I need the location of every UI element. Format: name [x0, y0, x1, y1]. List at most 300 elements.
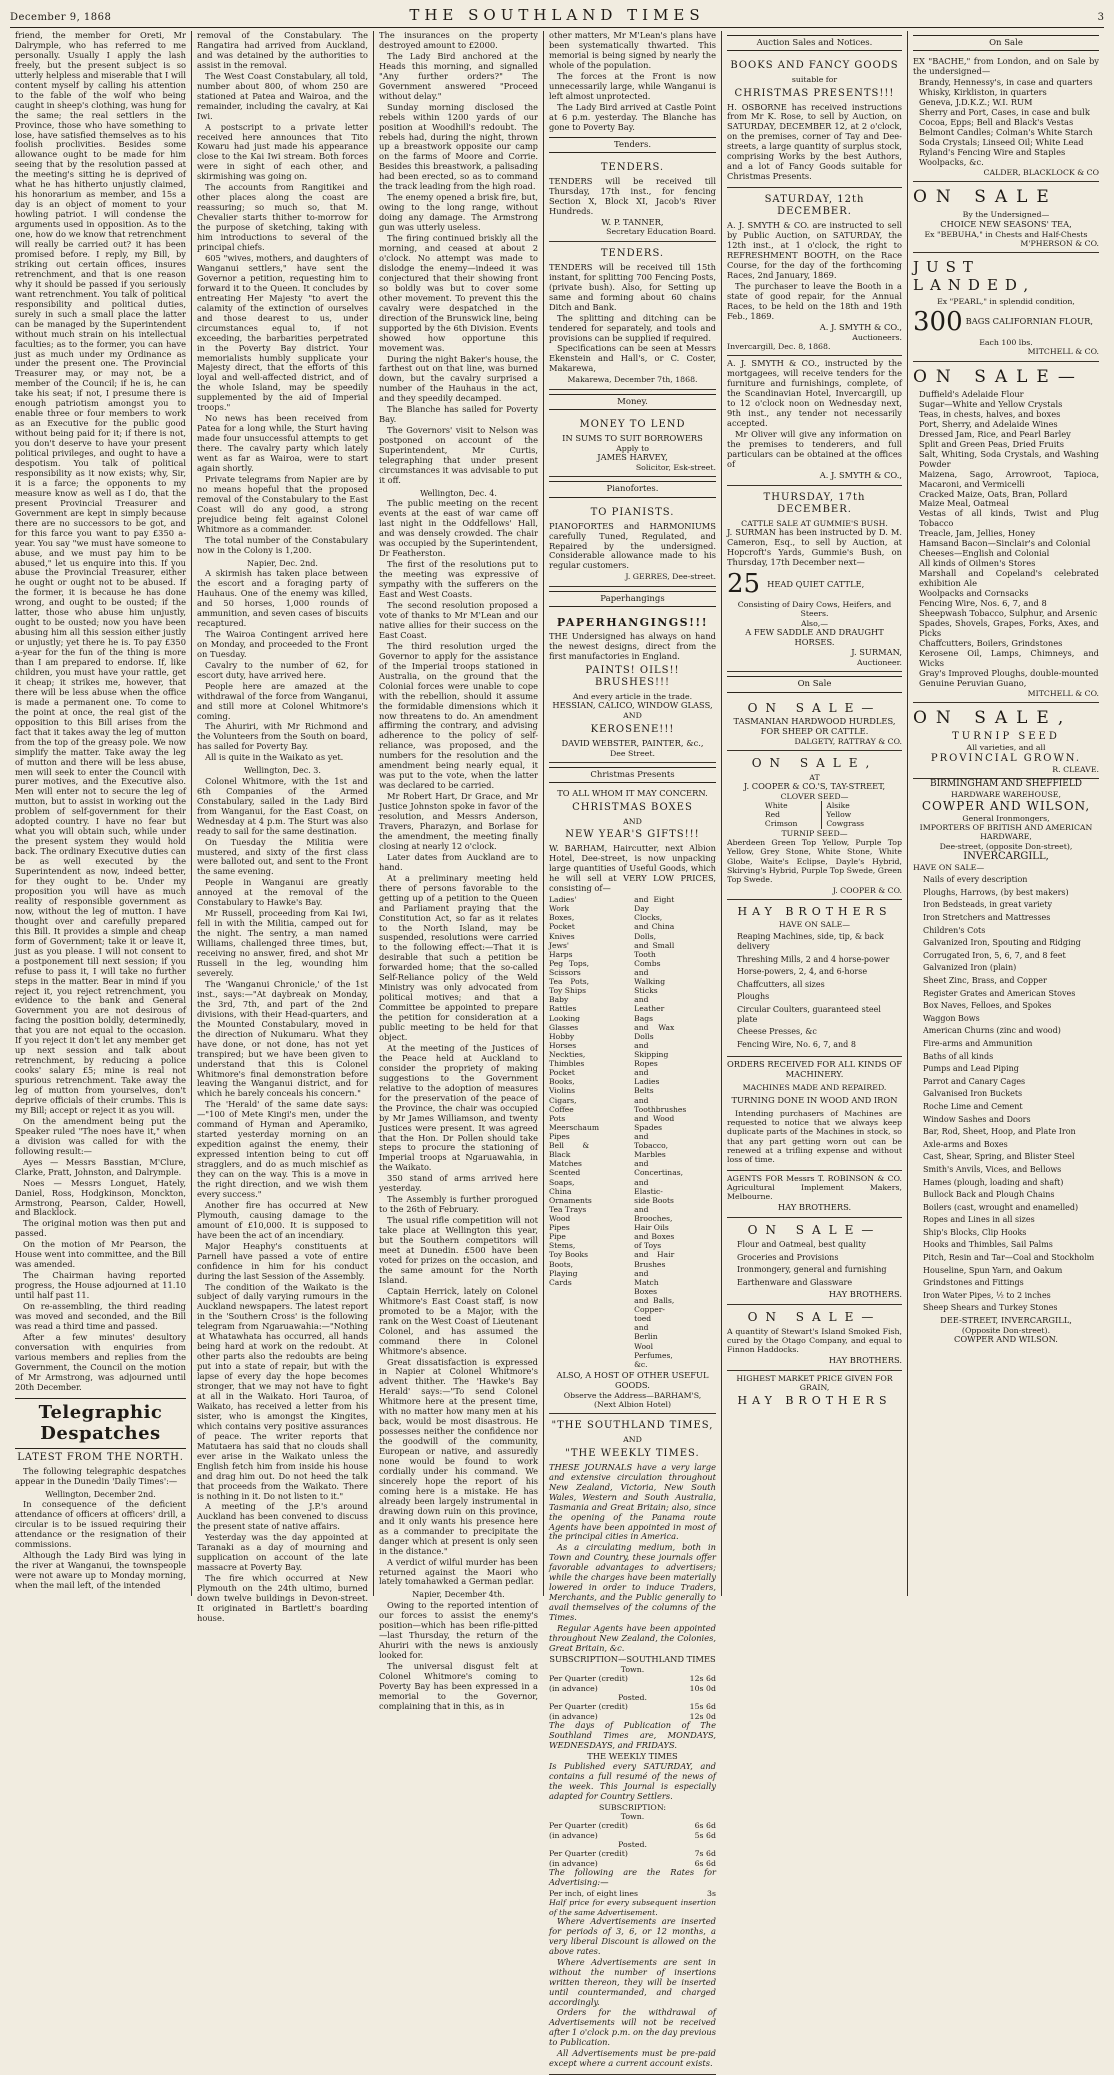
article-paragraph: The usual rifle competition will not take place at Wellington this year, but the Southern competitors will meet at Dunedin. £500 have been voted for prizes on the occasion, and the same amount for the North Island.	[379, 1215, 538, 1285]
provision-item: Cracked Maize, Oats, Bran, Pollard	[919, 488, 1068, 499]
mortgage-ad	[727, 356, 902, 485]
rate-row	[549, 1849, 716, 1858]
article-paragraph: The Wairoa Contingent arrived here on Monday, and proceeded to the Front on Tuesday.	[197, 628, 368, 659]
grocery-item: Flour and Oatmeal, best quality	[737, 1240, 866, 1250]
rate-label: (in advance)	[549, 1711, 598, 1721]
ad-line: Also,—	[800, 618, 829, 628]
article-paragraph: Captain Herrick, lately on Colonel Whitmore's East Coast staff, is now promoted to be a Major, with the rank on the West Coast of Lieutenant Colonel, and has assumed the command there in Colonel Whitmore's absence.	[379, 1285, 538, 1356]
ad-title: MONEY TO LEND	[579, 418, 686, 430]
spirits-item: Brandy, Hennessy's, in case and quarters	[919, 77, 1093, 88]
clover-item: White	[764, 801, 788, 811]
ad-line: HARDWARE,	[980, 832, 1032, 842]
goods-item: Bell & Black Matches	[549, 1141, 590, 1169]
provision-item: Marshall and Copeland's celebrated exhibition Ale	[919, 568, 1099, 589]
machinery-item: Horse-powers, 2, 4, and 6-horse	[737, 967, 868, 977]
christmas-ad	[549, 786, 716, 1414]
ad-signature: MITCHELL & CO.	[1027, 347, 1099, 357]
section-header-money: Money.	[549, 394, 716, 410]
article-paragraph: 605 "wives, mothers, and daughters of Wanganui settlers," have sent the Governor a petition, requesting him to forward it to the Queen. It concludes by entreating Her Majesty "to avert the calamity of the extinction of ourselves and those dearest to us, under circumstances equal to, if not exceeding, the barbarities perpetrated in the Poverty Bay district. Your memorialists humbly supplicate your Majesty direct, that the efforts of this loyal and well-affected district, and of the whole Island, may be speedily supplemented by the aid of Imperial troops."	[197, 252, 368, 413]
ad-signature: A. J. SMYTH & CO.,	[819, 469, 902, 480]
article-paragraph: Cavalry to the number of 62, for escort duty, have arrived here.	[197, 659, 368, 680]
section-header-onsale: On Sale	[913, 35, 1099, 51]
rate-row	[549, 1684, 716, 1693]
article-paragraph: All is quite in the Waikato as yet.	[205, 752, 344, 763]
goods-item: Pipe Stems, Toy Books	[549, 1232, 588, 1260]
rate-row	[549, 1821, 716, 1830]
ad-body: J. SURMAN has been instructed by D. M. Cameron, Esq., to sell by Auction, at Hopcroft's Yards, Gummie's Bush, on Thursday, 17th December next—	[727, 527, 902, 567]
rate-value: 5s 6d	[694, 1830, 716, 1840]
provision-item: Duffield's Adelaide Flour	[919, 389, 1024, 399]
ad-title: BOOKS AND FANCY GOODS	[730, 60, 899, 72]
section-header-auction: Auction Sales and Notices.	[727, 35, 902, 51]
column-2	[192, 30, 374, 1623]
ad-role: Solicitor, Esk-street.	[635, 463, 716, 473]
ad-line: BAGS CALIFORNIAN FLOUR,	[965, 316, 1093, 327]
ad-body: The days of Publication of The Southland Times are, MONDAYS, WEDNESDAYS, and FRIDAYS.	[549, 1719, 716, 1750]
article-paragraph: Another fire has occurred at New Plymouth, causing damage to the amount of £10,000. It is supposed to have been the act of an incendiary.	[197, 1199, 368, 1240]
ad-line: HESSIAN, CALICO, WINDOW GLASS,	[552, 700, 713, 711]
ad-signature: J. GERRES, Dee-street.	[625, 572, 716, 582]
paperhangings-ad	[549, 610, 716, 763]
rate-label: Half price for every subsequent insertion of the same Advertisement.	[549, 1898, 716, 1917]
ad-body: W. BARHAM, Haircutter, next Albion Hotel, Dee-street, is now unpacking large quantities of Useful Goods, which he will sell at VERY LOW PRICES, consisting of—	[549, 843, 716, 894]
article-paragraph: Later dates from Auckland are to hand.	[379, 851, 538, 872]
ad-line: HARDWARE WAREHOUSE,	[951, 789, 1061, 799]
hardware-item: Ropes and Lines in all sizes	[923, 1215, 1035, 1225]
column-1	[10, 31, 192, 1596]
article-paragraph: On Tuesday the Militia were mustered, and sixty of the first class were balloted out, and sent to the Front the same evening.	[197, 836, 368, 877]
hardware-item: Iron Bedsteads, in great variety	[923, 900, 1052, 910]
clover-item: Red	[764, 810, 780, 820]
goods-item: Meerschaum Pipes	[549, 1122, 600, 1141]
provision-item: Chaffcutters, Boilers, Grindstones	[919, 637, 1063, 648]
article-paragraph: The insurances on the property destroyed amount to £2000.	[379, 30, 538, 50]
goods-item: Perfumes, &c.	[634, 1350, 673, 1369]
ad-line: General Ironmongers,	[962, 813, 1050, 823]
tea-ad	[913, 182, 1099, 253]
goods-list	[549, 895, 716, 1369]
ad-title: ON SALE	[913, 187, 1058, 208]
ad-line: And every article in the trade.	[572, 691, 693, 701]
booth-ad	[727, 188, 902, 356]
provision-item: All kinds of Oilmen's Stores	[919, 558, 1036, 569]
ad-line: Observe the Address—BARHAM'S,	[563, 1390, 702, 1400]
article-paragraph: At a preliminary meeting held there of persons favorable to the getting up of a petition to the Queen and Parliament praying that the Constitution Act, so far as it relates to the North Island, may be suspended, resolutions were carried to the following effect:—That it is desirable that such a petition be forwarded home; that the so-called Self-Reliance policy of the Weld Ministry was only advocated from political motives; and that a Committee be appointed to prepare the petition for consideration at a public meeting to be held for that object.	[379, 872, 538, 1042]
ad-role: Secretary Education Board.	[606, 227, 716, 237]
hardware-item: Children's Cots	[923, 925, 986, 935]
ad-title: HAY BROTHERS	[737, 1394, 892, 1408]
rate-value: 3s	[707, 1888, 716, 1898]
rate-value: 12s 0d	[689, 1711, 716, 1721]
article-paragraph: Noes — Messrs Longuet, Hately, Daniel, Ross, Hodgkinson, Monckton, Armstrong, Pearson, Calder, Howell, and Blacklock.	[15, 1177, 186, 1218]
article-paragraph: Owing to the reported intention of our forces to assist the enemy's position—which has been rifle-pitted—last Thursday, the return of the Ahuriri with the news is anxiously looked for.	[379, 1600, 538, 1660]
page-number: 3	[1097, 12, 1104, 23]
article-paragraph: The total number of the Constabulary now in the Colony is 1,200.	[197, 534, 368, 555]
ad-body: A. J. SMYTH & CO. are instructed to sell by Public Auction, on SATURDAY, the 12th inst., at 1 o'clock, the right to REFRESHMENT BOOTH, on the Race Course, for the day of the forthcoming Races, 2nd January, 1869.	[727, 220, 902, 280]
goods-item: Looking Glasses	[549, 1013, 580, 1032]
provision-item: Teas, in chests, halves, and boxes	[919, 408, 1061, 419]
article-paragraph: The original motion was then put and passed.	[15, 1218, 186, 1239]
spirits-item: Belmont Candles; Colman's White Starch	[919, 126, 1093, 137]
ad-date: Invercargill, Dec. 8, 1868.	[727, 341, 831, 351]
rate-value: 10s 0d	[689, 1683, 716, 1693]
provision-item: Cheeses—English and Colonial	[919, 548, 1050, 559]
article-paragraph: The universal disgust felt at Colonel Whitmore's coming to Poverty Bay has been expressed in a memorial to the Governor, complaining that in this, as in	[379, 1660, 538, 1711]
dateline: Wellington, Dec. 4.	[420, 488, 497, 498]
masthead	[10, 6, 1104, 28]
ad-signature: HAY BROTHERS.	[777, 1201, 852, 1212]
ad-signature: A. J. SMYTH & CO.,	[819, 321, 902, 332]
goods-item: and Berlin Wool	[634, 1323, 658, 1351]
ad-title: ON SALE,	[751, 756, 878, 771]
ad-body: Regular Agents have been appointed throughout New Zealand, the Colonies, Great Britain, &c.	[549, 1623, 716, 1653]
rate-label: Per Quarter (credit)	[549, 1702, 628, 1712]
provision-item: Dressed Jam, Rice, and Pearl Barley	[919, 428, 1071, 439]
grocery-item: Groceries and Provisions	[737, 1252, 839, 1262]
ad-role: Auctioneer.	[857, 658, 902, 667]
ad-body: TENDERS will be received till Thursday, 17th inst., for fencing Section X, Block XI, Jacob's River Hundreds.	[549, 175, 716, 216]
goods-item: and Brooches, Hair Oils	[634, 1204, 673, 1233]
subscription-subhead: Town.	[620, 1811, 645, 1821]
article-paragraph: Great dissatisfaction is expressed in Napier at Colonel Whitmore's advent thither. The 'Hawke's Bay Herald' says:—"To send Colonel Whitmore here at the present time, with no matter how many men at his back, would be most disastrous. He possesses neither the confidence nor the goodwill of the community, European or native, and assuredly none would be found to work cordially under his command. We sincerely hope the report of his coming here is a mistake. He has already been largely instrumental in drawing down ruin on this province, and it only wants his presence here as a commander to precipitate the danger which at present is only seen in the distance."	[379, 1356, 538, 1556]
ad-title: ON SALE—	[747, 1222, 882, 1237]
ad-body: THE Undersigned has always on hand the newest designs, direct from the first manufactories in England.	[549, 631, 716, 662]
spirits-item: Woolpacks, &c.	[919, 156, 984, 167]
goods-item: Pocket Knives	[549, 922, 575, 941]
section-header-paperhangings: Paperhangings	[549, 591, 716, 607]
rate-row	[549, 1831, 716, 1840]
goods-list-left	[549, 895, 631, 1369]
ad-line: Ex "BEBUHA," in Chests and Half-Chests	[924, 229, 1088, 239]
goods-item: Baby Rattles	[549, 995, 577, 1014]
ad-signature: JAMES HARVEY,	[597, 452, 668, 463]
ad-title: TENDERS.	[600, 161, 665, 173]
dateline: Napier, December 4th.	[412, 1590, 505, 1600]
spirits-item: Whisky, Kirkliston, in quarters	[919, 87, 1047, 98]
ad-title: TENDERS.	[600, 247, 665, 259]
ad-title: "THE SOUTHLAND TIMES,	[551, 1420, 714, 1432]
ad-line: AND	[623, 817, 642, 827]
hardware-item: Hames (plough, loading and shaft)	[923, 1177, 1064, 1187]
ad-line: BIRMINGHAM AND SHEFFIELD	[929, 779, 1083, 790]
ad-body: The splitting and ditching can be tendered for separately, and tools and provisions can be supplied if required.	[549, 312, 716, 343]
dateline: Napier, Dec. 2nd.	[247, 558, 318, 568]
article-paragraph: The 'Herald' of the same date says:—"100 of Mete Kingi's men, under the command of Hyman and Aperamiko, started yesterday morning on an expedition against the enemy, their expressed intention being to cut off stragglers, and do as much mischief as they can on the way. This is a move in the right direction, and we wish them every success."	[197, 1099, 368, 1199]
article-paragraph: The public meeting on the recent events at the east of war came off last night in the Oddfellows' Hall, and was densely crowded. The chair was occupied by the Superintendent, Dr Featherston.	[379, 498, 538, 559]
hardware-item: Hooks and Thimbles, Sail Palms	[923, 1240, 1053, 1250]
rate-label: (in advance)	[549, 1858, 598, 1868]
spirits-item: Sherry and Port, Cases, in case and bulk	[919, 106, 1090, 117]
goods-item: Wood Pipes	[549, 1213, 571, 1233]
provision-item: Spades, Shovels, Grapes, Forks, Axes, and Picks	[919, 617, 1099, 638]
hardware-item: Galvanised Iron Buckets	[923, 1089, 1023, 1099]
article-paragraph: removal of the Constabulary. The Rangatira had arrived from Auckland, and was detained by the authorities to assist in the removal.	[197, 30, 368, 70]
article-paragraph: other matters, Mr M'Lean's plans have been systematically thwarted. This memorial is being signed by nearly the whole of the population.	[549, 30, 716, 70]
article-paragraph: A postscript to a private letter received here announces that Tito Kowaru had just made his appearance close to the Kai Iwi stream. Both forces were in sight of each other, and skirmishing was going on.	[197, 121, 368, 182]
hardware-item: Baths of all kinds	[923, 1051, 994, 1061]
ad-signature: DALGETY, RATTRAY & CO.	[794, 736, 902, 746]
ad-title: JUST LANDED,	[913, 258, 1036, 295]
goods-item: and Match Boxes	[634, 1268, 659, 1296]
ad-line: ALSO, A HOST OF OTHER USEFUL GOODS.	[556, 1369, 709, 1390]
article-paragraph: Although the Lady Bird was lying in the river at Wanganui, the townspeople were not aware up to Monday morning, when the mail left, of the intended	[15, 1550, 186, 1590]
provision-item: Vestas of all kinds, Twist and Plug Tobacco	[919, 508, 1099, 529]
ad-body: Is Published every SATURDAY, and contains a full resumé of the news of the week. This Journal is especially adapted for Country Settlers.	[549, 1760, 716, 1801]
subscription-head: SUBSCRIPTION:	[599, 1802, 666, 1812]
hardware-item: Sheet Zinc, Brass, and Copper	[923, 976, 1047, 986]
goods-item: Scented Soaps,	[549, 1168, 581, 1187]
dateline: Wellington, Dec. 3.	[244, 766, 321, 776]
ad-line: suitable for	[791, 75, 838, 85]
goods-item: and Hair Brushes	[634, 1250, 675, 1269]
ad-signature: MITCHELL & CO.	[1027, 688, 1099, 698]
ad-title: ON SALE—	[747, 1310, 882, 1325]
ad-line: Dee-street, (opposite Don-street),	[939, 841, 1073, 851]
rate-label: (in advance)	[549, 1683, 598, 1693]
ad-body: THESE JOURNALS have a very large and extensive circulation throughout New Zealand, Victoria, New South Wales, Western and South Australia, Tasmania and Great Britain; also, since the opening of the Panama route Agents have been appointed in most of the principal cities in America.	[549, 1461, 716, 1542]
hardware-item: American Churns (zinc and wood)	[923, 1026, 1061, 1036]
article-paragraph: Major Heaphy's constituents at Parnell have passed a vote of entire confidence in him for his conduct during the last Session of the Assembly.	[197, 1240, 368, 1281]
article-paragraph: People here are amazed at the withdrawal of the force from Wanganui, and still more at Colonel Whitmore's coming.	[197, 680, 368, 721]
ad-line: A FEW SADDLE AND DRAUGHT HORSES.	[745, 627, 884, 648]
cattle-count-row	[727, 569, 902, 600]
article-paragraph: The third resolution urged the Governor to apply for the assistance of the Imperial troops stationed in Australia, on the ground that the Colonial forces were unable to cope with the rebellion, should it assume the formidable dimensions which it now threatens to do. An amendment affirming the contrary, and advising adherence to the policy of self-reliance, was proposed, and the numbers for the resolution and the amendment being nearly equal, it was put to the vote, when the latter was declared to be carried.	[379, 640, 538, 791]
goods-item: and Small Tooth Combs	[634, 940, 675, 968]
ad-body: All Advertisements must be pre-paid except where a current account exists.	[549, 2048, 716, 2069]
goods-item: and Toothbrushes	[634, 1095, 687, 1114]
hardware-item: Iron Stretchers and Mattresses	[923, 913, 1051, 923]
rate-label: Per Quarter (credit)	[549, 1674, 628, 1684]
article-paragraph: Private telegrams from Napier are by no means hopeful that the proposed removal of the Constabulary to the East Coast will do any good, a strong prejudice being felt against Colonel Whitmore as a commander.	[197, 473, 368, 534]
ad-signature: W. P. TANNER,	[601, 216, 664, 227]
ad-line: By the Undersigned—	[962, 210, 1050, 220]
article-paragraph: A skirmish has taken place between the escort and a foraging party of Hauhaus. One of the enemy was killed, and 50 horses, 1,000 rounds of ammunition, and seven cases of biscuits recaptured.	[197, 568, 368, 628]
tender-ad-posts	[549, 242, 716, 390]
spirits-item: Ryland's Fencing Wire and Staples	[919, 146, 1066, 157]
article-paragraph: Mr Russell, proceeding from Kai Iwi, fell in with the Militia, camped out for the night. The sentry, a man named Williams, challenged three times, but, receiving no answer, fired, and shot Mr Russell in the leg, wounding him severely.	[197, 908, 368, 978]
ad-subtitle: CATTLE SALE AT GUMMIE'S BUSH.	[741, 518, 888, 528]
ad-title: HAY BROTHERS	[737, 904, 892, 918]
clover-item: Alsike	[826, 801, 850, 811]
ad-body: A quantity of Stewart's Island Smoked Fish, cured by the Otago Company, and equal to Finnon Haddocks.	[727, 1326, 902, 1355]
article-paragraph: Colonel Whitmore, with the 1st and 6th Companies of the Armed Constabulary, sailed in the Lady Bird from Wanganui, for the East Coast, on Wednesday at 4 p.m. The Sturt was also ready to sail for the same destination.	[197, 775, 368, 836]
ad-line: HAVE ON SALE—	[778, 920, 851, 930]
hardware-item: Ploughs, Harrows, (by best makers)	[923, 887, 1069, 897]
column-5	[722, 31, 908, 1596]
ad-line: INVERCARGILL,	[963, 850, 1049, 862]
goods-item: Peg Tops, Scissors	[549, 958, 590, 978]
goods-item: Neckties, Thimbles	[549, 1050, 586, 1069]
article-paragraph: Ayes — Messrs Basstian, M'Clure, Clarke, Pratt, Johnston, and Dalrymple.	[15, 1156, 186, 1177]
rate-label: (in advance)	[549, 1830, 598, 1840]
ad-line: All varieties, and all	[966, 743, 1046, 753]
hardware-item: Iron Water Pipes, ½ to 2 inches	[923, 1290, 1051, 1300]
goods-item: Boots, Playing Cards	[549, 1259, 578, 1287]
ad-signature: R. CLEAVE.	[1052, 764, 1099, 774]
ad-body: AGENTS FOR Messrs T. ROBINSON & CO. Agricultural Implement Makers, Melbourne.	[727, 1173, 902, 1202]
rate-value: 6s 6d	[694, 1821, 716, 1831]
column-3	[374, 30, 544, 1711]
ad-line: Consisting of Dairy Cows, Heifers, and Steers.	[737, 600, 892, 619]
hurdles-ad	[727, 696, 902, 752]
clover-item: Crimson	[764, 819, 798, 829]
hardware-item: Nails of every description	[923, 875, 1028, 885]
clover-item: Cowgrass	[826, 819, 865, 829]
article-paragraph: Yesterday was the day appointed at Taranaki as a day of mourning and supplication on account of the late massacre at Poverty Bay.	[197, 1532, 368, 1573]
provision-item: Treacle, Jam, Jellies, Honey	[919, 528, 1036, 539]
article-paragraph: The first of the resolutions put to the meeting was expressive of sympathy with the sufferers on the East and West Coasts.	[379, 559, 538, 600]
tender-ad-fencing	[549, 156, 716, 242]
goods-item: and Wood Spades	[634, 1113, 675, 1132]
rate-value: 6s 6d	[694, 1858, 716, 1868]
ad-line: COWPER AND WILSON,	[921, 799, 1091, 814]
rate-value: 15s 6d	[689, 1702, 716, 1712]
ad-line: NEW YEAR'S GIFTS!!!	[565, 829, 700, 841]
hardware-item: Sheep Shears and Turkey Stones	[923, 1303, 1058, 1313]
ad-line: TO ALL WHOM IT MAY CONCERN.	[557, 788, 708, 799]
goods-item: China Ornaments	[549, 1186, 592, 1205]
flour-ad	[913, 253, 1099, 361]
provision-item: Maizena, Sago, Arrowroot, Tapioca, Macaroni, and Vermicelli	[919, 468, 1099, 489]
article-paragraph: The 'Wanganui Chronicle,' of the 1st inst., says:—"At daybreak on Monday, the 3rd, 7th, and part of the 2nd divisions, with their Head-quarters, and the Mounted Constabulary, moved in the direction of Nukumaru. What they have done, or not done, has not yet transpired; but we have been given to understand that this is Colonel Whitmore's final demonstration before leaving the Wanganui district, and for which he barely conceals his concern."	[197, 978, 368, 1099]
orders-ad	[727, 1057, 902, 1170]
article-paragraph: The second resolution proposed a vote of thanks to Mr M'Lean and our native allies for their success on the East Coast.	[379, 600, 538, 640]
ad-title: "THE WEEKLY TIMES.	[565, 1447, 700, 1459]
goods-item: Jews' Harps	[549, 940, 573, 959]
provision-item: Split and Green Peas, Dried Fruits	[919, 438, 1064, 449]
ad-line: HEAD QUIET CATTLE,	[767, 578, 865, 589]
provision-item: Sugar—White and Yellow Crystals	[919, 398, 1063, 409]
provision-item: Woolpacks and Cornsacks	[919, 588, 1029, 599]
provision-item: Fencing Wire, Nos. 6, 7, and 8	[919, 598, 1047, 609]
ad-subtitle: IN SUMS TO SUIT BORROWERS	[562, 432, 703, 443]
goods-list-right	[634, 895, 716, 1369]
spirits-item: Soda Crystals; Linseed Oil; White Lead	[919, 136, 1084, 147]
ad-body: Orders for the withdrawal of Advertisements will not be received after 1 o'clock p.m. on the day previous to Publication.	[549, 2007, 716, 2048]
goods-item: Pocket Books, Violins	[549, 1068, 575, 1096]
hardware-item: Corrugated Iron, 5, 6, 7, and 8 feet	[923, 950, 1066, 960]
ad-line: Each 100 lbs.	[979, 337, 1033, 347]
rate-value: 7s 6d	[694, 1849, 716, 1859]
subscription-head: SUBSCRIPTION—SOUTHLAND TIMES	[549, 1653, 716, 1664]
provision-item: Kerosene Oil, Lamps, Chimneys, and Wicks	[919, 647, 1099, 668]
ad-line: MACHINES MADE AND REPAIRED.	[742, 1083, 887, 1093]
hardware-item: Bar, Rod, Sheet, Hoop, and Plate Iron	[923, 1127, 1076, 1137]
hardware-item: Houseline, Spun Yarn, and Oakum	[923, 1265, 1063, 1275]
ad-line: PAINTS! OILS!! BRUSHES!!!	[585, 664, 680, 688]
columns	[10, 30, 1104, 2069]
article-paragraph: The Ahuriri, with Mr Richmond and the Volunteers from the South on board, has sailed for Poverty Bay.	[197, 721, 368, 752]
newspaper-title: THE SOUTHLAND TIMES	[409, 6, 705, 24]
ad-line: Ex "PEARL," in splendid condition,	[937, 297, 1075, 307]
article-paragraph: The condition of the Waikato is the subject of daily varying rumours in the Auckland newspapers. The latest report in the 'Southern Cross' is the following telegram from Ngaruawahia:—"Nothing at Whatawhata has occurred, all hands being hard at work on the redoubt. At other parts also the redoubts are being put into a state of repair, but with the lapse of every day the hope becomes stronger, that we may not have to fight at all in the Waikato. Hori Tauroa, of Waikato, has received a letter from his sister, who is amongst the Kingites, which contains very positive assurances of peace. The writer reports that Matutaera has said that no clouds shall ever arise in the Waikato unless the English fetch him from inside his house and drag him out. Do not heed the talk that proceeds from the Waikato. There is nothing in it. Do not listen to it."	[197, 1281, 368, 1501]
article-paragraph: The fire which occurred at New Plymouth on the 24th ultimo, burned down twelve buildings in Devon-street. It originated in Bartlett's boarding house.	[197, 1573, 368, 1623]
article-paragraph: On the motion of Mr Pearson, the House went into committee, and the Bill was amended.	[15, 1239, 186, 1270]
article-paragraph: The Chairman having reported progress, the House adjourned at 11.10 until half past 11.	[15, 1270, 186, 1301]
turnip-seed-ad	[913, 703, 1099, 779]
groceries-ad	[727, 1218, 902, 1306]
spirits-list	[913, 78, 1099, 168]
article-paragraph: The Blanche has sailed for Poverty Bay.	[379, 404, 538, 425]
ad-line: AND	[623, 1435, 642, 1445]
ad-body: PIANOFORTES and HARMONIUMS carefully Tuned, Regulated, and Repaired by the undersigned. Considerable allowance made to his regular customers.	[549, 520, 716, 571]
hardware-item: Grindstones and Fittings	[923, 1278, 1024, 1288]
ad-body: A. J. SMYTH & CO., instructed by the mortgagees, will receive tenders for the furniture and furnishings, complete, of the Scandinavian Hotel, Invercargill, up to 12 o'clock noon on Wednesday next, 9th inst., any tender not necessarily accepted.	[727, 358, 902, 429]
ad-body: The following are the Rates for Advertising:—	[549, 1866, 716, 1887]
ad-line: TURNIP SEED	[952, 731, 1060, 743]
goods-item: and China Dolls,	[634, 922, 675, 941]
ad-title: PAPERHANGINGS!!!	[556, 615, 709, 629]
article-headline: LATEST FROM THE NORTH.	[17, 1451, 184, 1463]
subscription-subhead: Town.	[620, 1664, 645, 1674]
dateline: Wellington, December 2nd.	[45, 1489, 156, 1499]
article-paragraph: In consequence of the deficient attendance of officers at officers' drill, a circular is to be issued requiring their attendance or the resignation of their commissions.	[15, 1499, 186, 1550]
hardware-item: Register Grates and American Stoves	[923, 988, 1076, 998]
rate-label: Per Quarter (credit)	[549, 1821, 628, 1831]
clover-list	[727, 801, 902, 828]
ad-line: HAVE ON SALE—	[913, 862, 985, 872]
goods-item: and Eight Day Clocks,	[634, 895, 675, 923]
ad-body: TENDERS will be received till 15th instant, for splitting 700 Fencing Posts, (private bush). Also, for Setting up same and forming about 60 chains Ditch and Bank.	[549, 261, 716, 312]
ad-line: TURNING DONE IN WOOD AND IRON	[731, 1094, 898, 1105]
machinery-list	[727, 932, 902, 1049]
hardware-ad	[913, 779, 1099, 1345]
provision-item: Genuine Peruvian Guano,	[919, 677, 1027, 688]
provision-item: Gray's Improved Ploughs, double-mounted	[919, 667, 1099, 678]
ad-line: (Next Albion Hotel)	[593, 1400, 672, 1410]
ad-body: Intending purchasers of Machines are requested to notice that we always keep duplicate parts of the Machines in stock, so that any part getting worn out can be renewed at a trifling expense and without loss of time.	[727, 1108, 902, 1165]
rate-row	[549, 1898, 716, 1917]
goods-item: and Tobacco, Marbles	[634, 1132, 669, 1160]
ad-title: SATURDAY, 12th DECEMBER.	[764, 194, 865, 218]
hardware-item: Pumps and Lead Piping	[923, 1064, 1019, 1074]
hardware-item: Waggon Bows	[923, 1013, 980, 1023]
article-paragraph: On re-assembling, the third reading was moved and seconded, and the Bill was read a third time and passed.	[15, 1301, 186, 1331]
ad-title: CHRISTMAS PRESENTS!!!	[734, 87, 895, 99]
goods-item: and Elastic-side Boots	[634, 1177, 674, 1205]
ad-address: DEE-STREET, INVERCARGILL,	[940, 1315, 1072, 1326]
ad-body: Aberdeen Green Top Yellow, Purple Top Yellow, Grey Stone, White Stone, White Globe, Waite's Eclipse, Dayle's Hybrid, Skirving's Hybrid, Purple Top Swede, Green Top Swede.	[727, 837, 902, 885]
article-paragraph: The accounts from Rangitikei and other places along the coast are reassuring; so much so, that M. Chevalier starts thither to-morrow for the purpose of sketching, taking with him introductions to several of the principal chiefs.	[197, 182, 368, 253]
ad-signature: HAY BROTHERS.	[828, 1354, 902, 1365]
hardware-item: Window Sashes and Doors	[923, 1114, 1031, 1124]
ad-signature: CALDER, BLACKLOCK & CO	[983, 167, 1099, 177]
goods-item: Hobby Horses	[549, 1031, 577, 1050]
agents-ad	[727, 1171, 902, 1218]
ad-line: KEROSENE!!!	[590, 723, 675, 735]
grocery-item: Earthenware and Glassware	[737, 1277, 853, 1287]
flour-count: 300	[913, 306, 963, 337]
spirits-ad	[913, 54, 1099, 182]
goods-item: and Boxes of Toys	[634, 1232, 675, 1251]
machinery-item: Threshing Mills, 2 and 4 horse-power	[737, 954, 890, 964]
goods-item: Cigars, Coffee Pots	[549, 1095, 577, 1123]
groceries-list	[727, 1240, 902, 1287]
ad-title: ON SALE,	[913, 707, 1073, 728]
ad-line: IMPORTERS OF BRITISH AND AMERICAN	[919, 822, 1093, 832]
rate-label: Per Quarter (credit)	[549, 1849, 628, 1859]
column-4	[544, 30, 722, 2069]
ad-signature: M'PHERSON & CO.	[1020, 239, 1099, 249]
hardware-item: Box Naves, Felloes, and Spokes	[923, 1001, 1052, 1011]
goods-item: and Skipping Ropes	[634, 1040, 669, 1069]
ad-body: Where Advertisements are sent in without the number of insertions written thereon, they will be inserted until countermanded, and charged accordingly.	[549, 1956, 716, 2007]
ad-date: Makarewa, December 7th, 1868.	[567, 375, 698, 385]
goods-item: and Wax Dolls	[634, 1022, 675, 1041]
article-paragraph: The firing continued briskly all the morning, and ceased at about 2 o'clock. No attempt was made to dislodge the enemy—indeed it was conjectured that their showing front so boldly was but to cover some other movement. To prevent this the cavalry were despatched in the direction of the Brunswick line, being supported by the 6th Division. Events showed how opportune this movement was.	[379, 233, 538, 353]
provision-item: Sheepwash Tobacco, Sulphur, and Arsenic	[919, 607, 1098, 618]
spirits-item: Geneva, J.D.K.Z.; W.I. RUM	[919, 97, 1033, 107]
